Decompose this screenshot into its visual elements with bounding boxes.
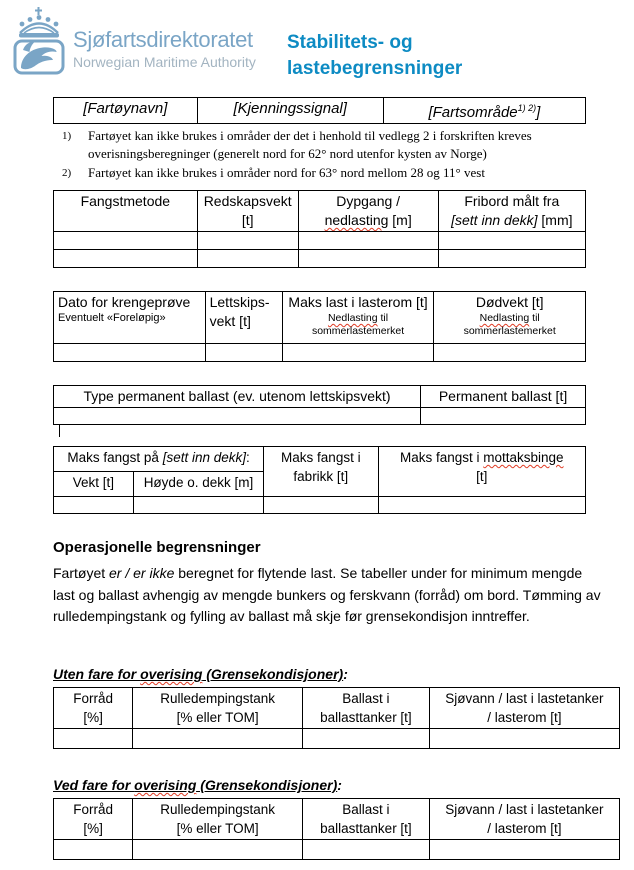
empty-input-cell[interactable] [54,344,206,362]
empty-input-cell[interactable] [282,344,434,362]
inclining-test-table [53,291,586,362]
table-end-mark [59,424,60,437]
empty-input-cell[interactable] [434,344,586,362]
ballast-tanks-header: Ballast i ballasttanker [t] [303,799,430,840]
empty-input-cell[interactable] [54,408,421,425]
deadweight-header: Dødvekt [t] Nedlasting til sommerlastemerket [434,292,586,344]
provisions-header: Forråd [%] [54,799,133,840]
draft-header: Dypgang / nedlasting [m] [298,191,438,232]
footnote-2-number: 2) [62,167,72,179]
empty-input-cell[interactable] [298,232,438,250]
seawater-cargo-header: Sjøvann / last i lastetanker / lasterom [t] [429,799,619,840]
empty-input-cell[interactable] [54,729,133,749]
vessel-id-table [53,97,586,124]
icing-heading: Ved fare for overising (Grensekondisjoner): [53,777,342,793]
empty-input-cell[interactable] [54,497,134,514]
trade-area-header: [Fartsområde$^{1) 2)}$] [383,98,585,124]
operational-limitations-heading: Operasjonelle begrensninger [53,539,261,556]
call-sign-header: [Kjenningssignal] [197,98,383,124]
table-row [54,344,586,362]
table-row [54,729,620,749]
brand-name: Sjøfartsdirektoratet [73,27,253,52]
table-row [54,250,586,268]
catch-method-header: Fangstmetode [54,191,198,232]
brand-subtitle: Norwegian Maritime Authority [73,54,256,70]
footnote-2 [62,164,602,183]
ballast-type-header: Type permanent ballast (ev. utenom lettskipsvekt) [54,386,421,408]
empty-input-cell[interactable] [421,408,586,425]
inclining-date-header: Dato for krengeprøve Eventuelt «Foreløpig» [54,292,206,344]
ballast-weight-header: Permanent ballast [t] [421,386,586,408]
table-row [54,840,620,860]
empty-input-cell[interactable] [438,250,585,268]
page-title-line2: lastebegrensninger [287,58,463,79]
roll-damping-tank-header: Rulledempingstank [% eller TOM] [133,799,303,840]
operational-limitations-paragraph: Fartøyet er / er ikke beregnet for flytende last. Se tabeller under for minimum mengde last og ballast avhengig av mengde bunkers og ferskvann (forråd) om bord. Tømming av rulledempingstank og fylling av ballast må skje før grensekondisjon inntreffer. [53,565,601,624]
empty-input-cell[interactable] [303,840,430,860]
empty-input-cell[interactable] [429,840,619,860]
empty-input-cell[interactable] [54,840,133,860]
page-title-line1: Stabilitets- og [287,32,413,53]
max-catch-bin-header: Maks fangst i mottaksbinge [t] [378,447,586,497]
weight-subheader: Vekt [t] [54,472,134,497]
footnote-1-number: 1) [62,130,72,142]
ballast-tanks-header: Ballast i ballasttanker [t] [303,688,430,729]
empty-input-cell[interactable] [133,840,303,860]
footnote-1 [62,127,602,162]
vessel-name-header: [Fartøynavn] [54,98,198,124]
page-title [287,30,462,82]
empty-input-cell[interactable] [438,232,585,250]
no-icing-heading: Uten fare for overising (Grensekondisjoner): [53,666,348,682]
empty-input-cell[interactable] [205,344,282,362]
footnote-ref: 1) 2) [517,103,537,113]
table-row [54,408,586,425]
empty-input-cell[interactable] [54,232,198,250]
provisions-header: Forråd [%] [54,688,133,729]
lightship-weight-header: Lettskips-vekt [t] [205,292,282,344]
nma-logo-icon [10,6,68,76]
empty-input-cell[interactable] [133,729,303,749]
limit-conditions-table-icing [53,798,620,860]
empty-input-cell[interactable] [197,232,298,250]
roll-damping-tank-header: Rulledempingstank [% eller TOM] [133,688,303,729]
empty-input-cell[interactable] [378,497,586,514]
max-catch-factory-header: Maks fangst i fabrikk [t] [264,447,378,497]
empty-input-cell[interactable] [264,497,378,514]
brand-block [73,27,256,70]
empty-input-cell[interactable] [429,729,619,749]
limit-conditions-table-no-icing [53,687,620,749]
seawater-cargo-header: Sjøvann / last i lastetanker / lasterom [t] [429,688,619,729]
empty-input-cell[interactable] [133,497,263,514]
footnotes [62,127,602,183]
max-catch-deck-header: Maks fangst på [sett inn dekk]: [54,447,264,472]
empty-input-cell[interactable] [303,729,430,749]
height-above-deck-subheader: Høyde o. dekk [m] [133,472,263,497]
permanent-ballast-table [53,385,586,425]
empty-input-cell[interactable] [197,250,298,268]
empty-input-cell[interactable] [54,250,198,268]
catch-method-table [53,190,586,268]
max-catch-table [53,446,586,514]
gear-weight-header: Redskapsvekt [t] [197,191,298,232]
freeboard-header: Fribord målt fra [sett inn dekk] [mm] [438,191,585,232]
max-hold-load-header: Maks last i lasterom [t] Nedlasting til sommerlastemerket [282,292,434,344]
table-row [54,232,586,250]
footnote-2-text: Fartøyet kan ikke brukes i områder nord for 63° nord mellom 28 og 11° vest [88,165,485,180]
table-row [54,497,586,514]
footnote-1-text: Fartøyet kan ikke brukes i områder der det i henhold til vedlegg 2 i forskriften kreves overisningsberegninger (generelt nord for 62° nord utenfor kysten av Norge) [88,128,532,161]
empty-input-cell[interactable] [298,250,438,268]
